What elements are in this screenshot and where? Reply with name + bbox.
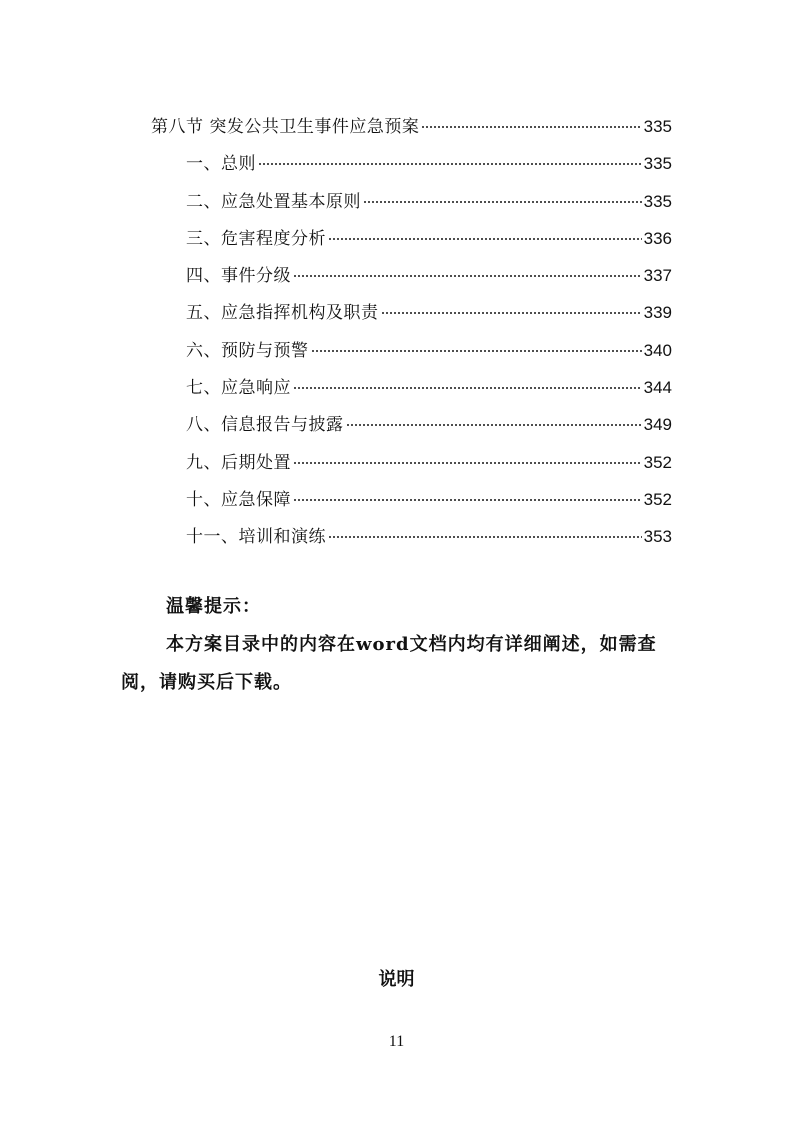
toc-item-row[interactable]	[186, 367, 672, 398]
toc-item-title: 六、预防与预警	[186, 341, 309, 361]
toc-section-row[interactable]	[151, 106, 672, 137]
toc-dot-leader	[381, 292, 642, 318]
toc-item-title: 五、应急指挥机构及职责	[186, 303, 379, 323]
toc-item-row[interactable]	[186, 479, 672, 510]
toc-item-page: 337	[643, 266, 672, 285]
toc-item-page: 335	[643, 154, 672, 173]
toc-item-page: 349	[643, 415, 672, 434]
toc-dot-leader	[421, 106, 641, 132]
toc-item-row[interactable]	[186, 404, 672, 435]
toc-item-page: 339	[643, 303, 672, 322]
tip-title: 温馨提示：	[166, 596, 261, 617]
toc-item-page: 352	[643, 453, 672, 472]
toc-dot-leader	[311, 330, 642, 356]
toc-section-title: 第八节 突发公共卫生事件应急预案	[151, 117, 420, 137]
toc-dot-leader	[293, 367, 642, 393]
toc-item-row[interactable]	[186, 218, 672, 249]
toc-item-page: 340	[643, 341, 672, 360]
toc-item-row[interactable]	[186, 292, 672, 323]
toc-item-row[interactable]	[186, 255, 672, 286]
toc-item-page: 336	[643, 229, 672, 248]
toc-item-title: 四、事件分级	[186, 266, 291, 286]
toc-item-row[interactable]	[186, 516, 672, 547]
toc-dot-leader	[293, 255, 642, 281]
toc-item-title: 一、总则	[186, 154, 256, 174]
toc-item-title: 二、应急处置基本原则	[186, 192, 361, 212]
section-heading: 说明	[378, 969, 415, 990]
toc-item-page: 344	[643, 378, 672, 397]
toc-item-title: 七、应急响应	[186, 378, 291, 398]
toc-dot-leader	[293, 479, 642, 505]
toc-dot-leader	[328, 218, 642, 244]
toc-item-page: 353	[643, 527, 672, 546]
toc-dot-leader	[293, 442, 642, 468]
toc-item-page: 352	[643, 490, 672, 509]
toc-item-title: 九、后期处置	[186, 453, 291, 473]
toc-dot-leader	[258, 143, 642, 169]
toc-item-row[interactable]	[186, 442, 672, 473]
toc-item-page: 335	[643, 192, 672, 211]
toc-item-row[interactable]	[186, 181, 672, 212]
toc-dot-leader	[363, 181, 642, 207]
toc-item-title: 八、信息报告与披露	[186, 415, 344, 435]
tip-body: 本方案目录中的内容在word文档内均有详细阐述，如需查阅，请购买后下载。	[121, 634, 657, 693]
toc-item-title: 十、应急保障	[186, 490, 291, 510]
toc-item-title: 十一、培训和演练	[186, 527, 326, 547]
toc-item-row[interactable]	[186, 143, 672, 174]
toc-dot-leader	[328, 516, 642, 542]
page-number: 11	[388, 1033, 405, 1050]
toc-section-page: 335	[643, 117, 672, 136]
toc-item-row[interactable]	[186, 330, 672, 361]
toc-dot-leader	[346, 404, 642, 430]
toc-item-title: 三、危害程度分析	[186, 229, 326, 249]
